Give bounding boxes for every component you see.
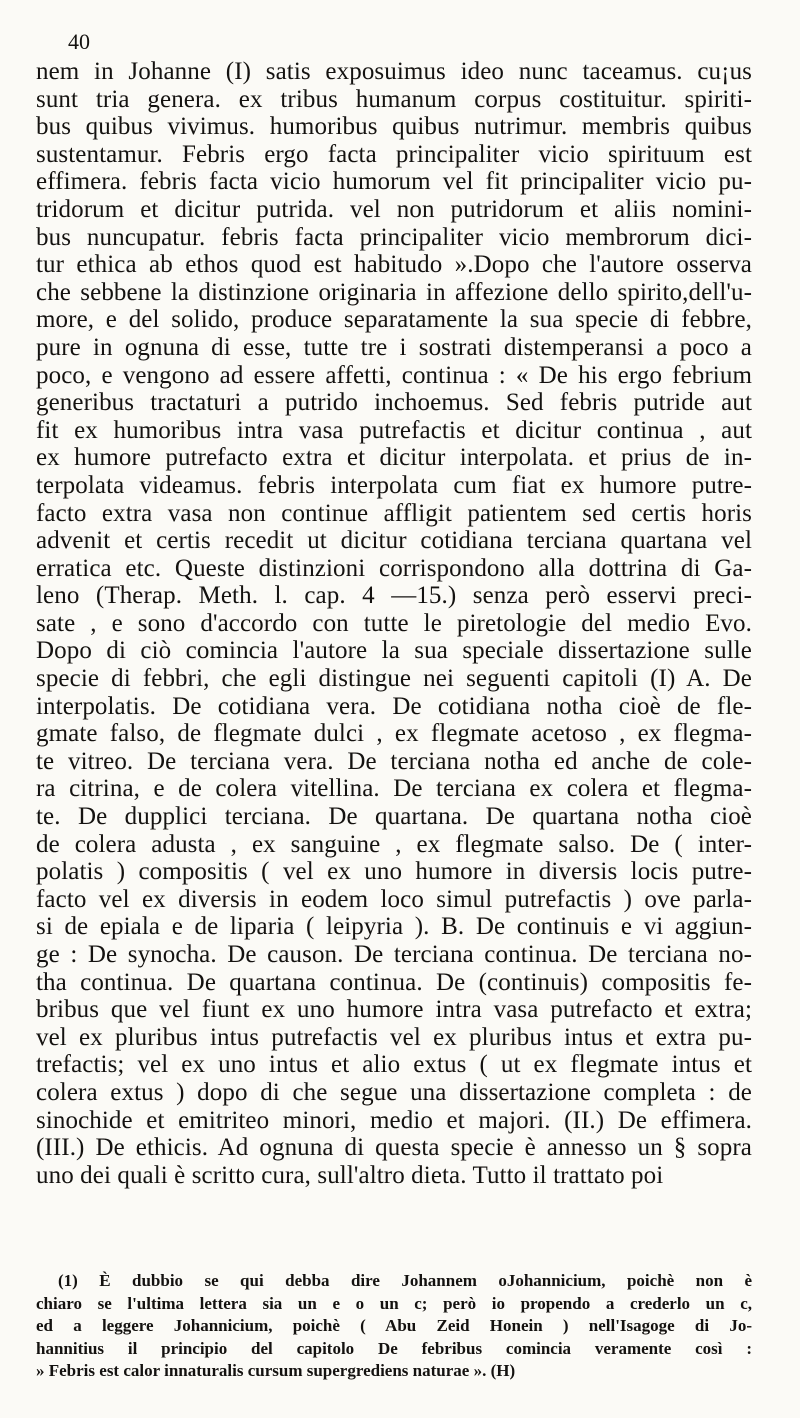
body-line: more, e del solido, produce separatamente la sua specie di febbre,	[36, 306, 752, 334]
body-line: gmate falso, de flegmate dulci , ex flegmate acetoso , ex flegma-	[36, 720, 752, 748]
body-line: fit ex humoribus intra vasa putrefactis et dicitur continua , aut	[36, 416, 752, 444]
body-line: trefactis; vel ex uno intus et alio extus ( ut ex flegmate intus et	[36, 1051, 752, 1079]
body-line: polatis ) compositis ( vel ex uno humore in diversis locis putre-	[36, 858, 752, 886]
footnotes	[36, 1270, 752, 1383]
body-line: poco, e vengono ad essere affetti, continua : « De his ergo febrium	[36, 361, 752, 389]
body-line: tridorum et dicitur putrida. vel non putridorum et aliis nomini-	[36, 195, 752, 223]
body-line: vel ex pluribus intus putrefactis vel ex pluribus intus et extra pu-	[36, 1023, 752, 1051]
body-line: ra citrina, e de colera vitellina. De terciana ex colera et flegma-	[36, 775, 752, 803]
body-line: effimera. febris facta vicio humorum vel fit principaliter vicio pu-	[36, 168, 752, 196]
body-line: te. De dupplici terciana. De quartana. De quartana notha cioè	[36, 803, 752, 831]
body-line: Dopo di ciò comincia l'autore la sua speciale dissertazione sulle	[36, 637, 752, 665]
footnote-line: ed a leggere Johannicium, poichè ( Abu Zeid Honein ) nell'Isagoge di Jo-	[36, 1316, 752, 1335]
body-line: (III.) De ethicis. Ad ognuna di questa specie è annesso un § sopra	[36, 1134, 752, 1162]
body-line: colera extus ) dopo di che segue una dissertazione completa : de	[36, 1078, 752, 1106]
body-line: specie di febbri, che egli distingue nei seguenti capitoli (I) A. De	[36, 665, 752, 693]
body-line: facto vel ex diversis in eodem loco simul putrefactis ) ove parla-	[36, 885, 752, 913]
body-line: tur ethica ab ethos quod est habitudo ».Dopo che l'autore osserva	[36, 251, 752, 279]
footnote-line: (1) È dubbio se qui debba dire Johannem oJohannicium, poichè non è	[58, 1271, 752, 1290]
body-text	[36, 58, 752, 1189]
footnote-line: chiaro se l'ultima lettera sia un e o un c; però io propendo a crederlo un c,	[36, 1293, 752, 1313]
body-line: generibus tractaturi a putrido inchoemus. Sed febris putride aut	[36, 389, 752, 417]
body-line: te vitreo. De terciana vera. De terciana notha ed anche de cole-	[36, 747, 752, 775]
body-line: si de epiala e de liparia ( leipyria ). B. De continuis e vi aggiun-	[36, 913, 752, 941]
body-line: leno (Therap. Meth. l. cap. 4 —15.) senza però esservi preci-	[36, 582, 752, 610]
body-line: pure in ognuna di esse, tutte tre i sostrati distemperansi a poco a	[36, 333, 752, 361]
body-line: bus quibus vivimus. humoribus quibus nutrimur. membris quibus	[36, 113, 752, 141]
body-line: facto extra vasa non continue affligit patientem sed certis horis	[36, 499, 752, 527]
body-line: de colera adusta , ex sanguine , ex flegmate salso. De ( inter-	[36, 830, 752, 858]
body-line: uno dei quali è scritto cura, sull'altro dieta. Tutto il trattato poi	[36, 1161, 664, 1189]
page-number: 40	[68, 29, 90, 54]
body-line: tha continua. De quartana continua. De (continuis) compositis fe-	[36, 968, 752, 996]
body-line: erratica etc. Queste distinzioni corrispondono alla dottrina di Ga-	[36, 554, 752, 582]
body-line: sustentamur. Febris ergo facta principaliter vicio spirituum est	[36, 140, 752, 168]
footnote-line: » Febris est calor innaturalis cursum supergrediens naturae ». (H)	[36, 1361, 516, 1380]
body-line: ge : De synocha. De causon. De terciana continua. De terciana no-	[36, 941, 752, 968]
body-line: nem in Johanne (I) satis exposuimus ideo nunc taceamus. cu¡us	[36, 58, 752, 85]
body-line: sate , e sono d'accordo con tutte le piretologie del medio Evo.	[36, 609, 752, 637]
body-line: interpolatis. De cotidiana vera. De cotidiana notha cioè de fle-	[36, 692, 752, 720]
body-line: bus nuncupatur. febris facta principaliter vicio membrorum dici-	[36, 223, 752, 251]
body-line: advenit et certis recedit ut dicitur cotidiana terciana quartana vel	[36, 527, 752, 555]
body-line: sunt tria genera. ex tribus humanum corpus costituitur. spiriti-	[36, 85, 752, 113]
body-line: bribus que vel fiunt ex uno humore intra vasa putrefacto et extra;	[36, 996, 752, 1024]
footnote-line: hannitius il principio del capitolo De febribus comincia veramente così :	[36, 1338, 752, 1358]
body-line: sinochide et emitriteo minori, medio et majori. (II.) De effimera.	[36, 1106, 752, 1134]
body-line: che sebbene la distinzione originaria in affezione dello spirito,dell'u-	[36, 278, 752, 306]
body-line: ex humore putrefacto extra et dicitur interpolata. et prius de in-	[36, 444, 752, 472]
body-line: terpolata videamus. febris interpolata cum fiat ex humore putre-	[36, 471, 752, 499]
